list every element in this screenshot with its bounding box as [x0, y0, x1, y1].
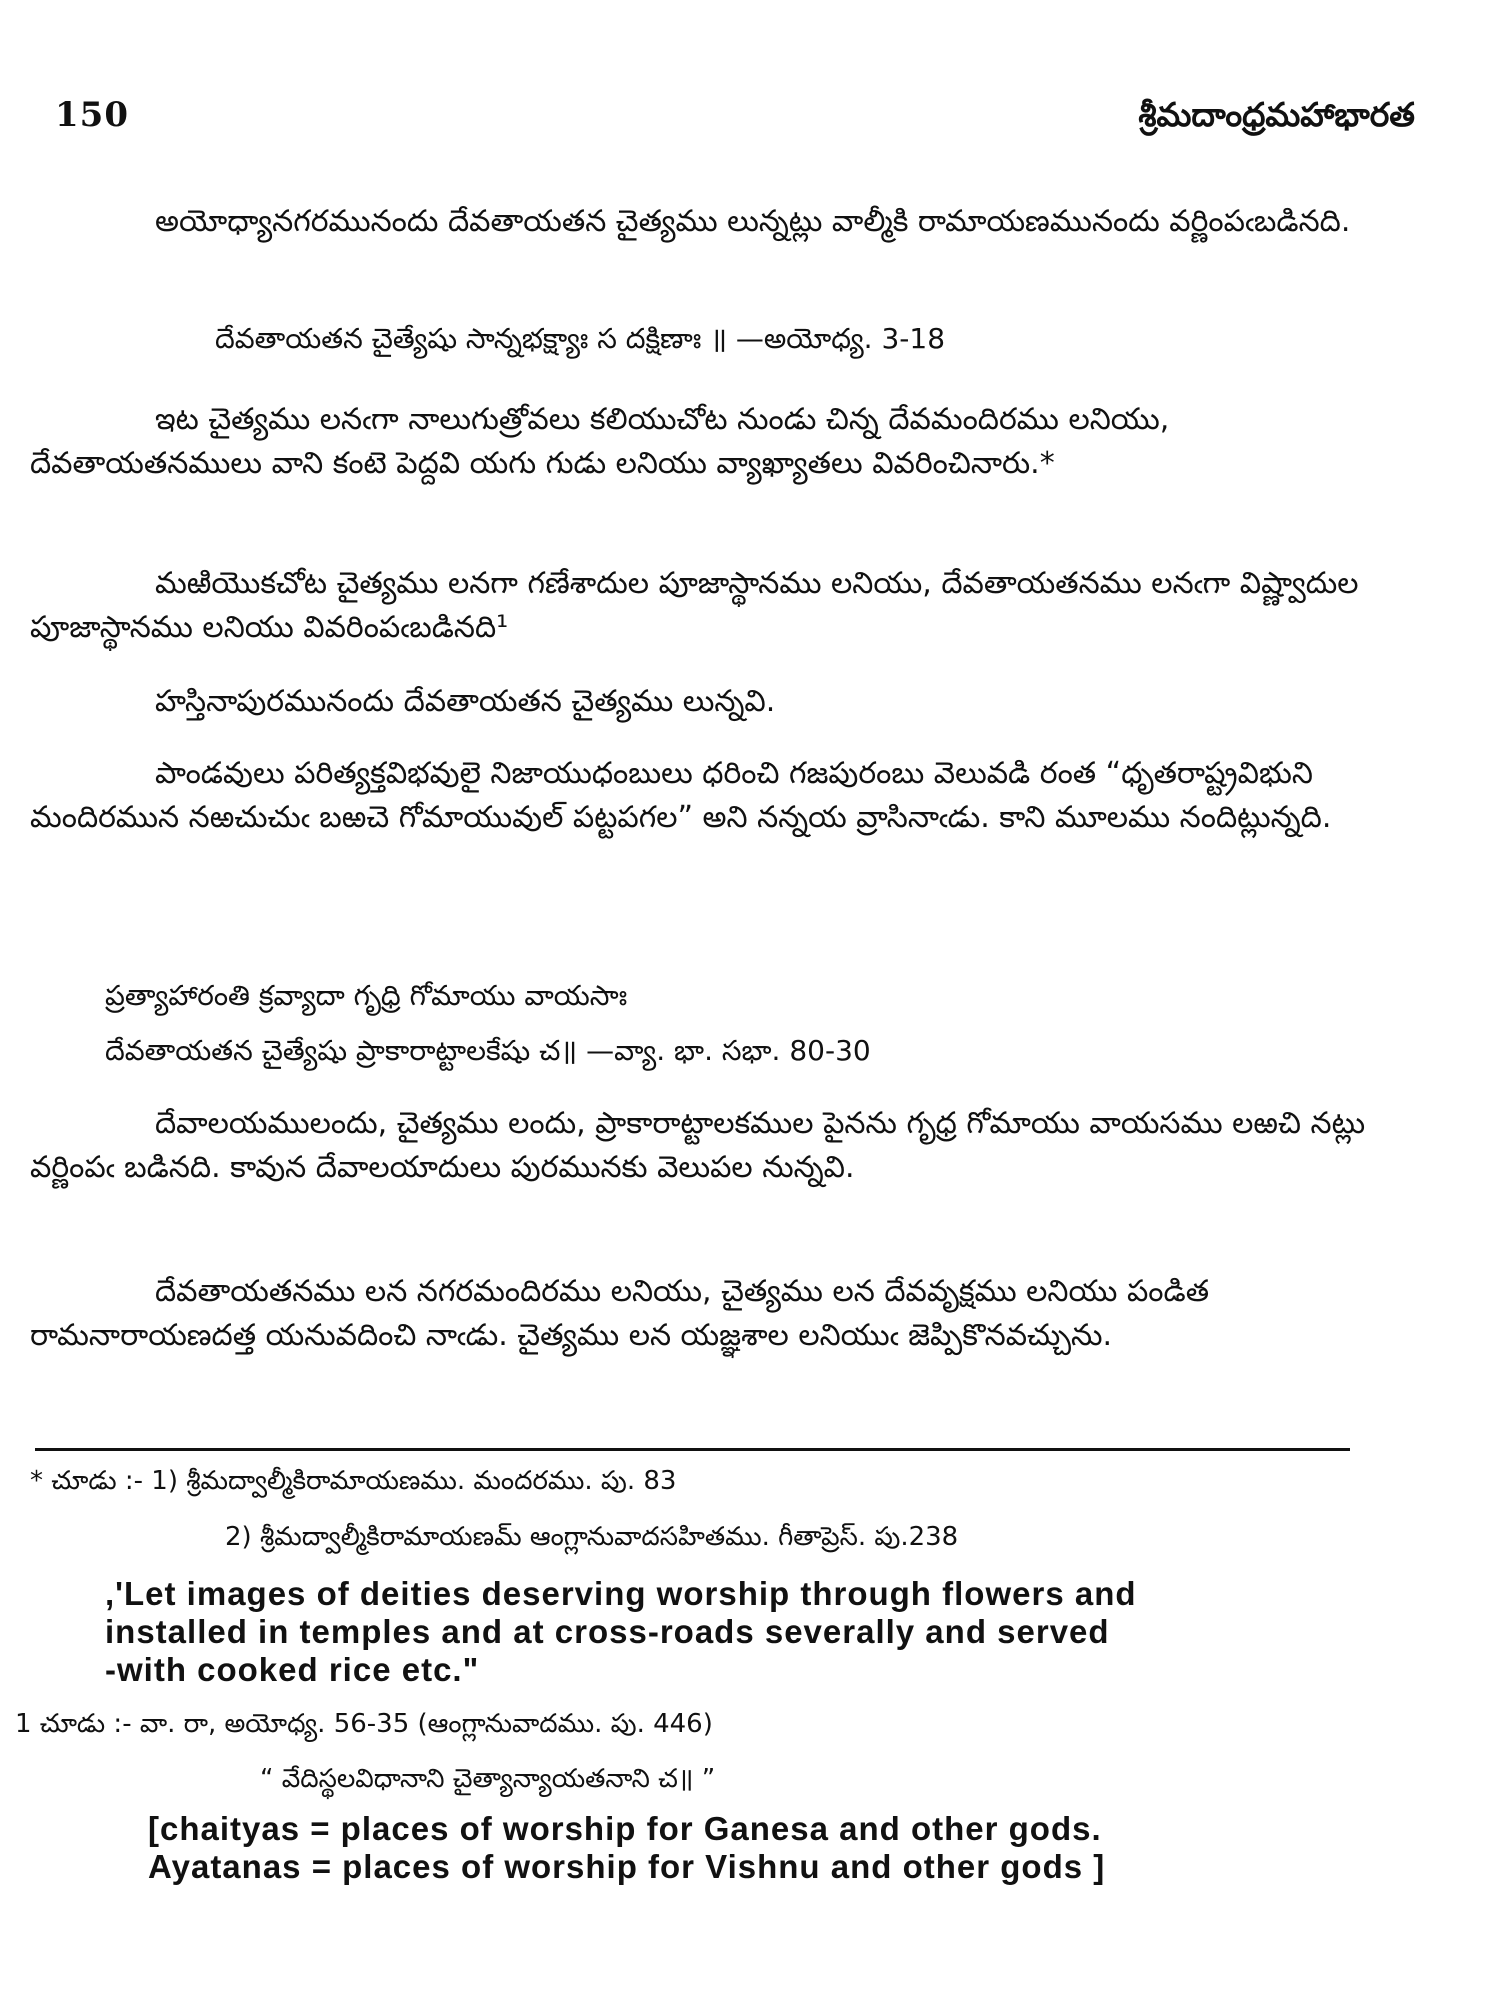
footnote-4: “ వేదిస్థలవిధానాని చైత్యాన్యాయతనాని చ॥ ”	[260, 1764, 716, 1794]
english-quote-line: installed in temples and at cross-roads severally and served	[105, 1613, 1110, 1650]
english-quote-line: ,'Let images of deities deserving worship through flowers and	[105, 1575, 1137, 1612]
verse-quote-1: దేవతాయతన చైత్యేషు సాన్నభక్ష్యాః స దక్షిణాః ॥ —అయోధ్య. 3-18	[215, 322, 946, 355]
paragraph-3: మఱియొకచోట చైత్యము లనగా గణేశాదుల పూజాస్థానము లనియు, దేవతాయతనము లనఁగా విష్ణ్వాదుల పూజాస్థానము లనియు వివరింపఁబడినది¹	[30, 566, 1359, 645]
paragraph-6: దేవాలయములందు, చైత్యము లందు, ప్రాకారాట్టాలకముల పైనను గృధ్ర గోమాయు వాయసము లఱచి నట్లు వర్ణింపఁ బడినది. కావున దేవాలయాదులు పురమునకు వెలుపల నున్నవి.	[30, 1106, 1366, 1185]
english-quote-line: Ayatanas = places of worship for Vishnu and other gods ]	[148, 1848, 1106, 1885]
english-quote-2	[148, 1810, 1105, 1886]
paragraph-7: దేవతాయతనము లన నగరమందిరము లనియు, చైత్యము లన దేవవృక్షము లనియు పండిత రామనారాయణదత్త యనువదించి నాఁడు. చైత్యము లన యజ్ఞశాల లనియుఁ జెప్పికొనవచ్చును.	[30, 1274, 1210, 1353]
paragraph-5: పాండవులు పరిత్యక్తవిభవులై నిజాయుధంబులు ధరించి గజపురంబు వెలువడి రంత “ధృతరాష్ట్రవిభుని మందిరమున నఱచుచుఁ బఱచె గోమాయువుల్ పట్టపగల” అని నన్నయ వ్రాసినాఁడు. కాని మూలము నందిట్లున్నది.	[30, 756, 1332, 835]
footnote-divider	[35, 1448, 1350, 1451]
paragraph-2: ఇట చైత్యము లనఁగా నాలుగుత్రోవలు కలియుచోట నుండు చిన్న దేవమందిరము లనియు, దేవతాయతనములు వాని కంటె పెద్దవి యగు గుడు లనియు వ్యాఖ్యాతలు వివరించినారు.*	[30, 402, 1170, 481]
english-quote-line: [chaityas = places of worship for Ganesa and other gods.	[148, 1810, 1102, 1847]
verse-quote-2b: దేవతాయతన చైత్యేషు ప్రాకారాట్టాలకేషు చ॥ —వ్యా. భా. సభా. 80-30	[105, 1034, 871, 1067]
paragraph-4: హస్తినాపురమునందు దేవతాయతన చైత్యము లున్నవి.	[155, 684, 776, 719]
english-quote-1	[105, 1575, 1137, 1689]
page-number: 150	[55, 95, 129, 135]
running-title: శ్రీమదాంధ్రమహాభారత	[1138, 95, 1415, 134]
english-quote-line: -with cooked rice etc."	[105, 1651, 480, 1688]
footnote-3: 1 చూడు :- వా. రా, అయోధ్య. 56-35 (ఆంగ్లానువాదము. పు. 446)	[15, 1709, 713, 1739]
verse-quote-2a: ప్రత్యాహారంతి క్రవ్యాదా గృధ్రి గోమాయు వాయసాః	[105, 979, 628, 1012]
footnote-1: * చూడు :- 1) శ్రీమద్వాల్మీకిరామాయణము. మందరము. పు. 83	[30, 1466, 677, 1496]
page-header	[55, 95, 1415, 145]
footnote-2: 2) శ్రీమద్వాల్మీకిరామాయణమ్ ఆంగ్లానువాదసహితము. గీతాప్రెస్. పు.238	[225, 1522, 959, 1552]
paragraph-1: అయోధ్యానగరమునందు దేవతాయతన చైత్యము లున్నట్లు వాల్మీకి రామాయణమునందు వర్ణింపఁబడినది.	[155, 204, 1351, 239]
